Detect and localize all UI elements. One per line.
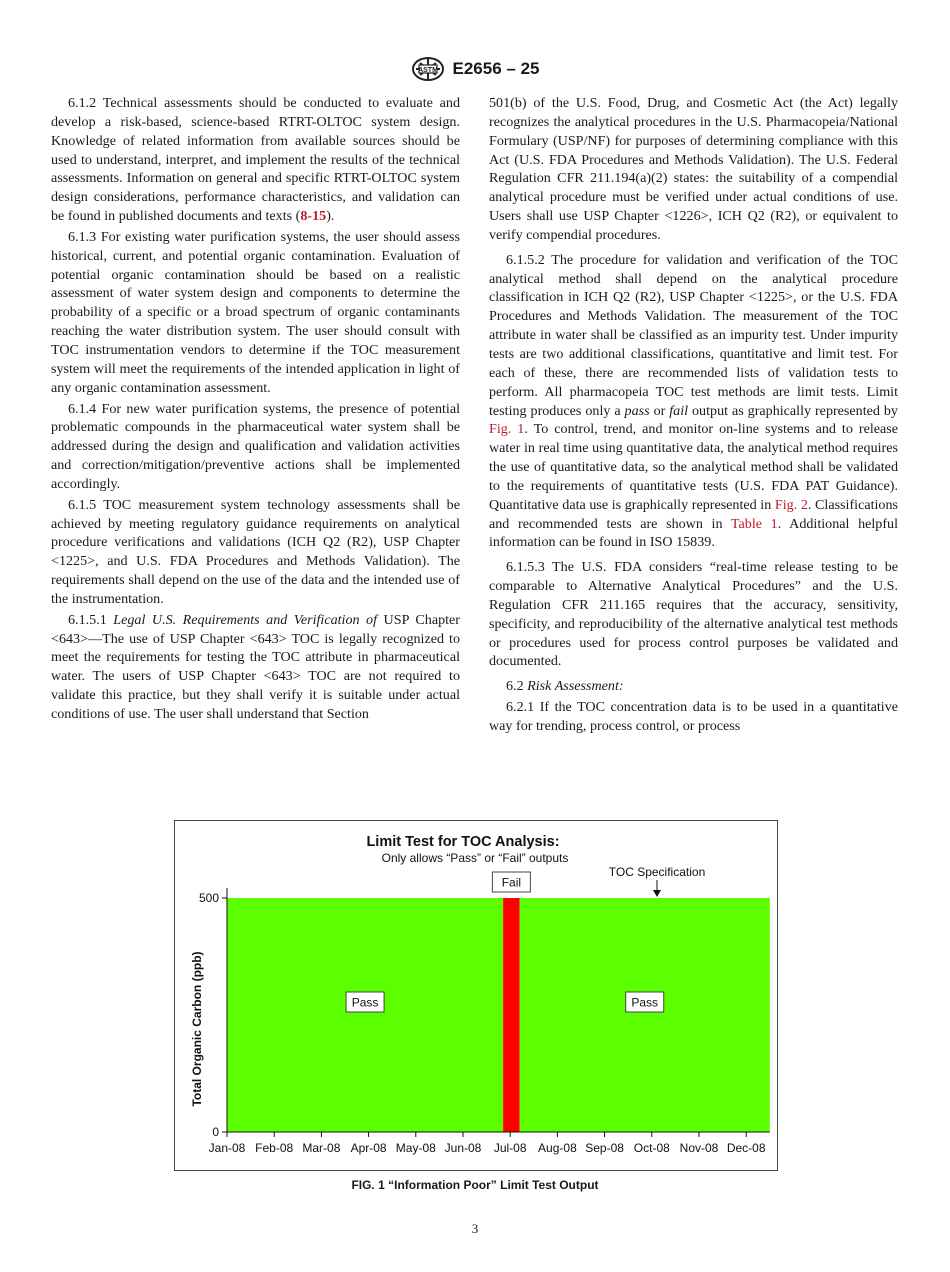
x-tick-label-Mar-08: Mar-08 xyxy=(302,1141,341,1155)
x-tick-label-Oct-08: Oct-08 xyxy=(633,1141,670,1155)
fig-2-link[interactable]: Fig. 2 xyxy=(774,496,808,513)
paragraph-6-1-5-1-continued: 501(b) of the U.S. Food, Drug, and Cosmetic Act (the Act) legally recognizes the analytical procedures in the U.S. Pharmacopeia/National Formulary (USP/NF) for purposes of determining compliance with this Act (U.S. FDA Procedures and Methods Validation). The U.S. Federal Regulation CFR 211.194(a)(2) states: the suitability of a compendial analytical procedure must be verified under actual conditions of use. Users shall use USP Chapter <1226>, ICH Q2 (R2), or equivalent to verify compendial procedures. xyxy=(489,95,898,243)
x-tick-label-Aug-08: Aug-08 xyxy=(538,1141,577,1155)
reference-link-8-15[interactable]: 8-15 xyxy=(300,208,327,225)
page-header xyxy=(0,56,950,82)
label-fail-1: Fail xyxy=(501,875,522,890)
chart-subtitle: Only allows “Pass” or “Fail” outputs xyxy=(381,851,569,865)
region-pass-2 xyxy=(520,898,770,1132)
label-pass-2: Pass xyxy=(631,995,659,1010)
figure-1 xyxy=(174,820,778,1171)
paragraph-6-1-5: 6.1.5 TOC measurement system technology assessments shall be achieved by meeting regulatory guidance requirements on analytical procedure verifications and validations (ICH Q2 (R2), USP Chapter <1225>, and U.S. FDA Procedures and Methods Validation). The requirements shall depend on the use of the data and the intended use of the instrumentation. xyxy=(51,496,460,607)
section-6-2-heading: 6.2 Risk Assessment: xyxy=(506,678,624,695)
x-tick-label-Jun-08: Jun-08 xyxy=(444,1141,482,1155)
x-tick-label-Sep-08: Sep-08 xyxy=(585,1141,624,1155)
paragraph-6-1-4: 6.1.4 For new water purification systems, the presence of potential problematic compounds in the pharmaceutical water system shall be addressed during the design and qualification and validation activities and correction/mitigation/preventive actions shall be implemented accordingly. xyxy=(51,400,460,492)
paragraph-6-1-3: 6.1.3 For existing water purification systems, the user should assess historical, current, and potential organic contamination. Evaluation of potential organic contamination should be based on a realistic assessment of water system design and components to determine the probability of a specific or a broad spectrum of organic contaminants reaching the water distribution system. The user should consult with TOC instrumentation vendors to determine if the TOC measurement system will meet the requirements of the intended application in light of any organic contamination assessment. xyxy=(51,228,460,396)
section-title: Legal U.S. Requirements and Verification of xyxy=(113,611,378,628)
toc-specification-arrow-icon xyxy=(653,890,661,897)
document-code: E2656 – 25 xyxy=(452,59,540,78)
x-tick-label-Feb-08: Feb-08 xyxy=(255,1141,294,1155)
paragraph-6-2-1: 6.2.1 If the TOC concentration data is to be used in a quantitative way for trending, process control, or process xyxy=(489,699,898,734)
svg-text:ASTM: ASTM xyxy=(417,67,438,74)
chart-title: Limit Test for TOC Analysis: xyxy=(366,834,560,850)
limit-test-chart xyxy=(175,821,777,1170)
left-column xyxy=(51,94,460,726)
table-1-link[interactable]: Table 1 xyxy=(730,515,778,532)
x-tick-label-May-08: May-08 xyxy=(395,1141,436,1155)
paragraph-6-1-5-1: 6.1.5.1 Legal U.S. Requirements and Verification of USP Chapter <643>—The use of USP Chapter <643> TOC is legally recognized to meet the requirements for testing the TOC attribute in pharmaceutical water. The users of USP Chapter <643> TOC are not required to validate this practice, but they shall verify it is suitable under actual conditions of use. The user shall understand that Section xyxy=(51,611,460,722)
right-column xyxy=(489,94,898,738)
astm-logo-icon xyxy=(411,56,445,82)
paragraph-6-1-5-2: 6.1.5.2 The procedure for validation and verification of the TOC analytical method shall depend on the analytical procedure classification in ICH Q2 (R2), USP Chapter <1225>, or the U.S. FDA Procedures and Methods Validation. The measurement of the TOC attribute in water shall be classified as an impurity test. Under impurity tests are two additional classifications, quantitative and limit test. For each of these, there are recommended lists of validation tests to perform. All pharmacopeia TOC test methods are limit tests. Limit testing produces only a pass or fail output as graphically represented by Fig. 1. To control, trend, and monitor on-line systems and to release water in real time using quantitative data, the analytical method requires the use of quantitative data, so the analytical method shall be validated to the requirements of quantitative tests (U.S. FDA PAT Guidance). Quantitative data use is graphically represented in Fig. 2. Classifications and recommended tests are shown in Table 1. Additional helpful information can be found in ISO 15839. xyxy=(489,251,899,551)
y-axis-label: Total Organic Carbon (ppb) xyxy=(190,951,204,1107)
region-fail-1 xyxy=(503,898,520,1132)
x-tick-label-Jul-08: Jul-08 xyxy=(493,1141,527,1155)
x-tick-label-Nov-08: Nov-08 xyxy=(679,1141,719,1155)
page-number: 3 xyxy=(471,1221,479,1236)
figure-caption: FIG. 1 “Information Poor” Limit Test Output xyxy=(351,1178,599,1192)
x-tick-label-Jan-08: Jan-08 xyxy=(208,1141,246,1155)
y-tick-label-0: 0 xyxy=(212,1125,219,1139)
paragraph-6-1-5-3: 6.1.5.3 The U.S. FDA considers “real-time release testing to be comparable to Alternative Analytical Procedures” and the U.S. Regulation CFR 211.165 requires that the accuracy, sensitivity, specificity, and reproducibility of the alternative analytical test methods or procedures used for process control purposes be validated and documented. xyxy=(489,559,898,670)
label-pass-0: Pass xyxy=(351,995,379,1010)
region-pass-0 xyxy=(227,898,503,1132)
x-tick-label-Dec-08: Dec-08 xyxy=(726,1141,766,1155)
paragraph-6-1-2: 6.1.2 Technical assessments should be conducted to evaluate and develop a risk-based, science-based RTRT-OLTOC system design. Knowledge of related information from available sources should be used to understand, interpret, and implement the results of the technical assessments. Information on general and specific RTRT-OLTOC system design considerations, performance characteristics, and validation can be found in published documents and texts (8-15). xyxy=(51,95,460,225)
x-tick-label-Apr-08: Apr-08 xyxy=(350,1141,387,1155)
fig-1-link[interactable]: Fig. 1 xyxy=(489,421,525,438)
toc-specification-annotation: TOC Specification xyxy=(608,865,706,879)
y-tick-label-500: 500 xyxy=(198,891,219,905)
